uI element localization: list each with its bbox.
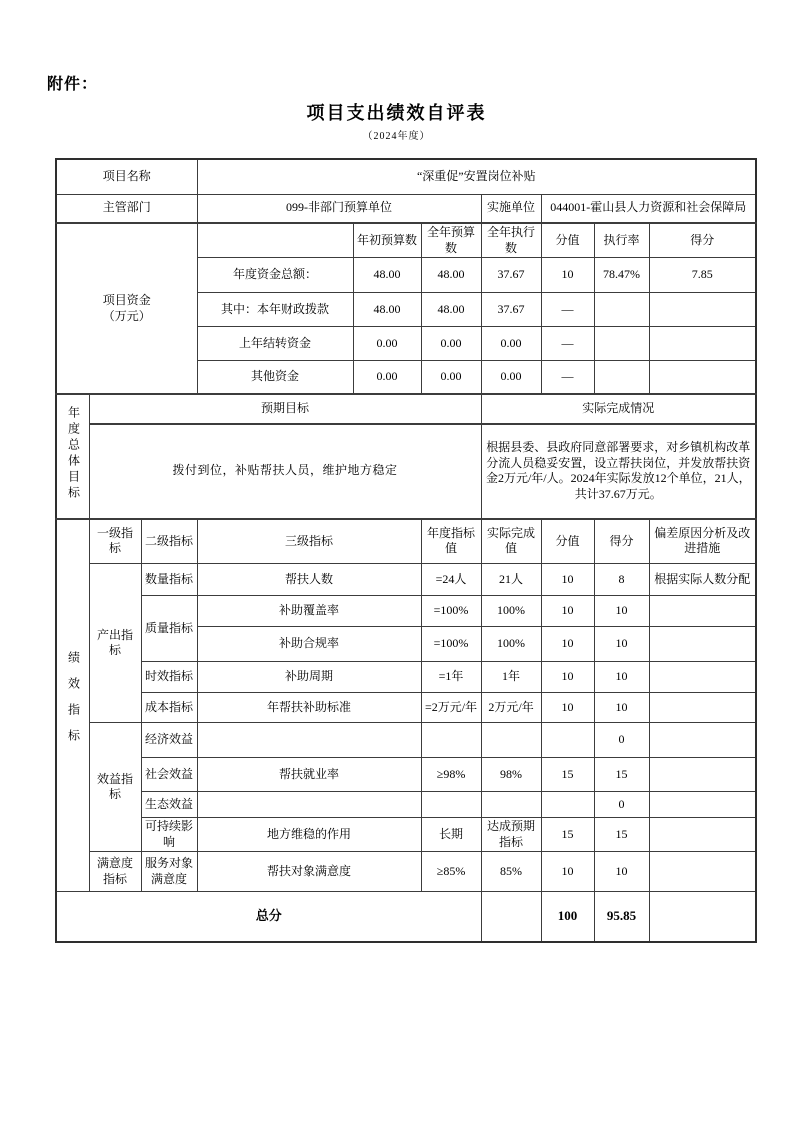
target-value: 长期 bbox=[421, 818, 481, 852]
secondary-label: 时效指标 bbox=[141, 662, 197, 693]
goal-section-label bbox=[56, 394, 89, 519]
deviation-cell bbox=[649, 852, 756, 892]
funds-row-label: 其他资金 bbox=[197, 361, 353, 394]
funds-header-score: 得分 bbox=[649, 223, 756, 258]
funds-rate bbox=[594, 293, 649, 327]
points-value: 10 bbox=[541, 627, 594, 662]
target-value: =24人 bbox=[421, 564, 481, 596]
actual-value: 85% bbox=[481, 852, 541, 892]
secondary-label: 可持续影响 bbox=[141, 818, 197, 852]
secondary-label: 经济效益 bbox=[141, 723, 197, 758]
implement-unit-label: 实施单位 bbox=[481, 194, 541, 223]
funds-header-points: 分值 bbox=[541, 223, 594, 258]
points-value: 10 bbox=[541, 596, 594, 627]
page-subtitle: （2024年度） bbox=[362, 131, 431, 142]
funds-header-annual: 全年预算数 bbox=[421, 223, 481, 258]
funds-executed: 0.00 bbox=[481, 361, 541, 394]
total-points: 100 bbox=[541, 892, 594, 942]
tertiary-label bbox=[197, 723, 421, 758]
score-value: 8 bbox=[594, 564, 649, 596]
tertiary-label: 补助周期 bbox=[197, 662, 421, 693]
indicator-row bbox=[56, 758, 756, 792]
funds-executed: 37.67 bbox=[481, 258, 541, 293]
funds-annual: 48.00 bbox=[421, 258, 481, 293]
indicators-section-label bbox=[56, 519, 89, 892]
secondary-label: 社会效益 bbox=[141, 758, 197, 792]
actual-value bbox=[481, 792, 541, 818]
secondary-label: 服务对象满意度 bbox=[141, 852, 197, 892]
actual-value bbox=[481, 723, 541, 758]
deviation-cell: 根据实际人数分配 bbox=[649, 564, 756, 596]
tertiary-label bbox=[197, 792, 421, 818]
secondary-label: 成本指标 bbox=[141, 693, 197, 723]
header-tertiary: 三级指标 bbox=[197, 519, 421, 564]
deviation-cell bbox=[649, 662, 756, 693]
points-value: 10 bbox=[541, 852, 594, 892]
indicator-row bbox=[56, 596, 756, 627]
funds-row-label: 其中：本年财政拨款 bbox=[197, 293, 353, 327]
indicator-row bbox=[56, 818, 756, 852]
score-value: 10 bbox=[594, 596, 649, 627]
goal-actual-header: 实际完成情况 bbox=[481, 394, 756, 424]
points-value: 15 bbox=[541, 818, 594, 852]
tertiary-label: 地方维稳的作用 bbox=[197, 818, 421, 852]
deviation-cell bbox=[649, 758, 756, 792]
score-value: 15 bbox=[594, 758, 649, 792]
actual-value: 98% bbox=[481, 758, 541, 792]
actual-value: 达成预期指标 bbox=[481, 818, 541, 852]
deviation-cell bbox=[649, 792, 756, 818]
funds-score bbox=[649, 361, 756, 394]
header-score: 得分 bbox=[594, 519, 649, 564]
primary-satisfaction: 满意度指标 bbox=[89, 852, 141, 892]
funds-row-label: 上年结转资金 bbox=[197, 327, 353, 361]
funds-initial: 0.00 bbox=[353, 361, 421, 394]
primary-benefit: 效益指标 bbox=[89, 723, 141, 852]
funds-points: 10 bbox=[541, 258, 594, 293]
indicator-row bbox=[56, 723, 756, 758]
points-value: 10 bbox=[541, 662, 594, 693]
score-value: 0 bbox=[594, 792, 649, 818]
points-value: 15 bbox=[541, 758, 594, 792]
header-primary: 一级指标 bbox=[89, 519, 141, 564]
secondary-label: 数量指标 bbox=[141, 564, 197, 596]
tertiary-label: 帮扶人数 bbox=[197, 564, 421, 596]
funds-points: — bbox=[541, 361, 594, 394]
tertiary-label: 补助合规率 bbox=[197, 627, 421, 662]
funds-annual: 48.00 bbox=[421, 293, 481, 327]
department-row bbox=[56, 194, 756, 223]
total-empty bbox=[481, 892, 541, 942]
deviation-cell bbox=[649, 818, 756, 852]
actual-value: 100% bbox=[481, 596, 541, 627]
tertiary-label: 帮扶就业率 bbox=[197, 758, 421, 792]
deviation-cell bbox=[649, 627, 756, 662]
total-score: 95.85 bbox=[594, 892, 649, 942]
score-value: 10 bbox=[594, 627, 649, 662]
points-value: 10 bbox=[541, 693, 594, 723]
target-value: =100% bbox=[421, 627, 481, 662]
department-label: 主管部门 bbox=[56, 194, 197, 223]
funds-initial: 48.00 bbox=[353, 293, 421, 327]
funds-row-label: 年度资金总额： bbox=[197, 258, 353, 293]
funds-header-executed: 全年执行数 bbox=[481, 223, 541, 258]
funds-rate bbox=[594, 361, 649, 394]
score-value: 10 bbox=[594, 693, 649, 723]
actual-value: 1年 bbox=[481, 662, 541, 693]
actual-value: 100% bbox=[481, 627, 541, 662]
tertiary-label: 年帮扶补助标准 bbox=[197, 693, 421, 723]
tertiary-label: 帮扶对象满意度 bbox=[197, 852, 421, 892]
indicator-row bbox=[56, 662, 756, 693]
target-value: ≥85% bbox=[421, 852, 481, 892]
total-label: 总分 bbox=[56, 892, 481, 942]
header-actual: 实际完成值 bbox=[481, 519, 541, 564]
target-value: =2万元/年 bbox=[421, 693, 481, 723]
secondary-label: 生态效益 bbox=[141, 792, 197, 818]
funds-annual: 0.00 bbox=[421, 361, 481, 394]
page-title: 项目支出绩效自评表 bbox=[306, 103, 487, 123]
funds-score bbox=[649, 293, 756, 327]
department-value: 099-非部门预算单位 bbox=[197, 194, 481, 223]
actual-value: 2万元/年 bbox=[481, 693, 541, 723]
indicators-header-row bbox=[56, 519, 756, 564]
evaluation-table bbox=[55, 158, 757, 943]
funds-label-line1: 项目资金 bbox=[102, 292, 151, 307]
implement-unit-value: 044001-霍山县人力资源和社会保障局 bbox=[541, 194, 756, 223]
goal-actual-text: 根据县委、县政府同意部署要求，对乡镇机构改革分流人员稳妥安置，设立帮扶岗位，并发放帮扶资金2万元/年/人。2024年实际发放12个单位，21人，共计37.67万元。 bbox=[481, 424, 756, 519]
total-row bbox=[56, 892, 756, 942]
actual-value: 21人 bbox=[481, 564, 541, 596]
funds-header-empty bbox=[197, 223, 353, 258]
header-target: 年度指标值 bbox=[421, 519, 481, 564]
funds-score bbox=[649, 327, 756, 361]
deviation-cell bbox=[649, 693, 756, 723]
project-name-label: 项目名称 bbox=[56, 159, 197, 194]
indicators-section-label-text: 绩效指标 bbox=[66, 651, 81, 756]
funds-executed: 0.00 bbox=[481, 327, 541, 361]
funds-rate: 78.47% bbox=[594, 258, 649, 293]
indicator-row bbox=[56, 852, 756, 892]
project-name-value: “深重促”安置岗位补贴 bbox=[197, 159, 756, 194]
deviation-cell bbox=[649, 723, 756, 758]
indicator-row bbox=[56, 564, 756, 596]
funds-points: — bbox=[541, 327, 594, 361]
funds-section-label bbox=[56, 223, 197, 394]
goal-expected-header: 预期目标 bbox=[89, 394, 481, 424]
secondary-label: 质量指标 bbox=[141, 596, 197, 662]
primary-output: 产出指标 bbox=[89, 564, 141, 723]
funds-header-initial: 年初预算数 bbox=[353, 223, 421, 258]
score-value: 10 bbox=[594, 662, 649, 693]
header-points: 分值 bbox=[541, 519, 594, 564]
target-value bbox=[421, 792, 481, 818]
target-value bbox=[421, 723, 481, 758]
goal-content-row bbox=[56, 424, 756, 519]
target-value: =100% bbox=[421, 596, 481, 627]
attachment-label: 附件： bbox=[47, 76, 99, 93]
points-value bbox=[541, 792, 594, 818]
funds-rate bbox=[594, 327, 649, 361]
tertiary-label: 补助覆盖率 bbox=[197, 596, 421, 627]
indicator-row bbox=[56, 693, 756, 723]
goal-section-label-text: 年度总体目标 bbox=[66, 405, 81, 502]
funds-score: 7.85 bbox=[649, 258, 756, 293]
score-value: 15 bbox=[594, 818, 649, 852]
funds-initial: 0.00 bbox=[353, 327, 421, 361]
goal-expected-text: 拨付到位，补贴帮扶人员，维护地方稳定 bbox=[89, 424, 481, 519]
indicator-row bbox=[56, 792, 756, 818]
points-value: 10 bbox=[541, 564, 594, 596]
funds-points: — bbox=[541, 293, 594, 327]
funds-initial: 48.00 bbox=[353, 258, 421, 293]
score-value: 0 bbox=[594, 723, 649, 758]
score-value: 10 bbox=[594, 852, 649, 892]
total-deviation-empty bbox=[649, 892, 756, 942]
points-value bbox=[541, 723, 594, 758]
project-name-row bbox=[56, 159, 756, 194]
goal-header-row bbox=[56, 394, 756, 424]
target-value: ≥98% bbox=[421, 758, 481, 792]
target-value: =1年 bbox=[421, 662, 481, 693]
deviation-cell bbox=[649, 596, 756, 627]
header-secondary: 二级指标 bbox=[141, 519, 197, 564]
header-deviation: 偏差原因分析及改进措施 bbox=[649, 519, 756, 564]
funds-annual: 0.00 bbox=[421, 327, 481, 361]
funds-executed: 37.67 bbox=[481, 293, 541, 327]
funds-header-rate: 执行率 bbox=[594, 223, 649, 258]
funds-header-row bbox=[56, 223, 756, 258]
funds-label-line2: （万元） bbox=[102, 309, 151, 324]
